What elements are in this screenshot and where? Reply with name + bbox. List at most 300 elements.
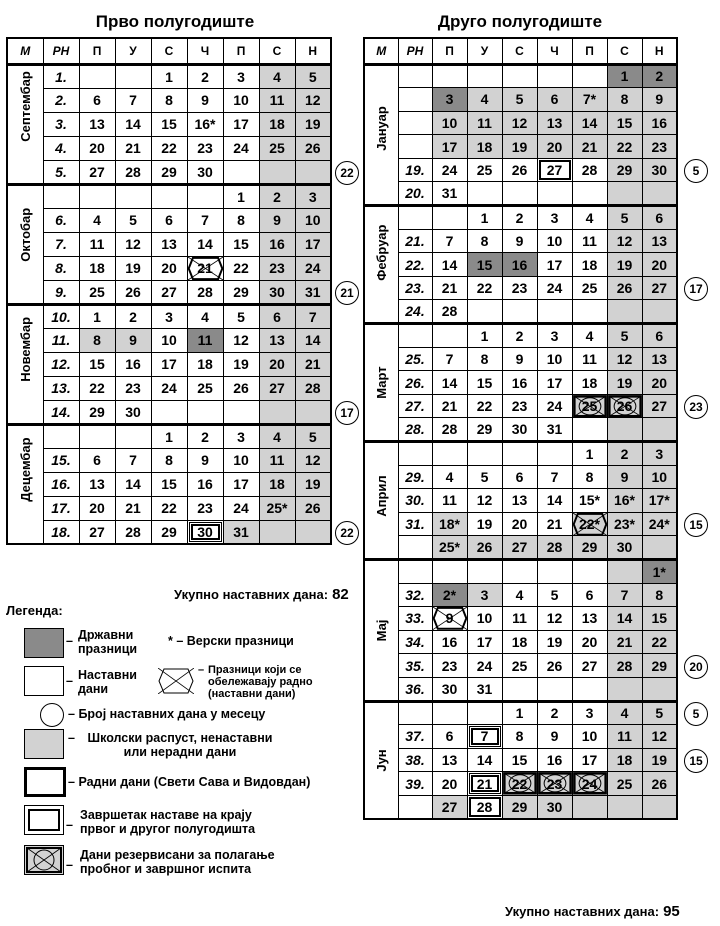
header-day-4: Ч xyxy=(537,38,572,64)
week-row xyxy=(7,112,331,136)
week-number: 7. xyxy=(43,232,79,256)
month-label: Септембар xyxy=(7,64,43,184)
month-label: Фебруар xyxy=(364,206,398,324)
day-cell: 7 xyxy=(115,88,151,112)
day-cell: 9 xyxy=(502,347,537,371)
week-number: 33. xyxy=(398,607,432,631)
day-cell: 19 xyxy=(115,256,151,280)
legend-working-day-swatch xyxy=(24,767,66,797)
day-cell: 7 xyxy=(537,465,572,489)
day-cell: 26 xyxy=(223,376,259,400)
day-cell: 5 xyxy=(223,304,259,328)
day-cell: 2 xyxy=(607,442,642,466)
day-cell xyxy=(467,701,502,725)
day-cell: 17 xyxy=(537,253,572,277)
day-cell xyxy=(537,182,572,206)
week-row xyxy=(7,352,331,376)
day-cell: 14 xyxy=(295,328,331,352)
day-cell: 27 xyxy=(642,394,677,418)
day-cell: 28 xyxy=(115,160,151,184)
week-row xyxy=(364,701,677,725)
week-row xyxy=(7,208,331,232)
day-cell: 31 xyxy=(223,520,259,544)
day-cell: 12 xyxy=(295,88,331,112)
first-term-calendar xyxy=(6,37,332,545)
day-cell: 24 xyxy=(537,276,572,300)
day-cell: 6 xyxy=(642,324,677,348)
day-cell: 28 xyxy=(115,520,151,544)
week-number: 6. xyxy=(43,208,79,232)
day-cell: 21 xyxy=(432,394,467,418)
day-cell: 13 xyxy=(151,232,187,256)
week-number: 30. xyxy=(398,489,432,513)
day-cell: 27 xyxy=(151,280,187,304)
day-cell: 22 xyxy=(151,496,187,520)
day-cell: 24 xyxy=(572,772,607,796)
week-row xyxy=(7,64,331,88)
week-row xyxy=(364,795,677,819)
day-cell xyxy=(607,795,642,819)
week-row xyxy=(364,324,677,348)
day-cell: 2 xyxy=(502,206,537,230)
week-number: 3. xyxy=(43,112,79,136)
day-cell: 5 xyxy=(502,88,537,112)
day-cell: 18 xyxy=(467,135,502,159)
day-cell: 26 xyxy=(467,536,502,560)
month-day-count: 21 xyxy=(335,281,359,305)
day-cell: 28 xyxy=(467,795,502,819)
month-day-count: 15 xyxy=(684,513,708,537)
day-cell: 6 xyxy=(79,448,115,472)
day-cell: 17 xyxy=(151,352,187,376)
day-cell: 13 xyxy=(502,489,537,513)
day-cell: 15 xyxy=(607,111,642,135)
day-cell: 17 xyxy=(467,630,502,654)
day-cell: 3 xyxy=(467,583,502,607)
month-day-count: 5 xyxy=(684,702,708,726)
day-cell: 3 xyxy=(537,206,572,230)
week-number: 20. xyxy=(398,182,432,206)
day-cell: 5 xyxy=(607,324,642,348)
day-cell: 4 xyxy=(259,424,295,448)
day-cell: 23 xyxy=(502,276,537,300)
day-cell: 2 xyxy=(187,64,223,88)
day-cell xyxy=(607,182,642,206)
day-cell xyxy=(642,300,677,324)
day-cell: 22 xyxy=(79,376,115,400)
day-cell: 11 xyxy=(572,229,607,253)
day-cell: 21 xyxy=(115,136,151,160)
week-row xyxy=(7,160,331,184)
month-label: Април xyxy=(364,442,398,560)
day-cell: 13 xyxy=(259,328,295,352)
day-cell: 25* xyxy=(432,536,467,560)
day-cell: 9 xyxy=(502,229,537,253)
day-cell: 13 xyxy=(572,607,607,631)
day-cell: 4 xyxy=(572,324,607,348)
day-cell: 4 xyxy=(502,583,537,607)
week-row xyxy=(364,229,677,253)
day-cell xyxy=(572,795,607,819)
day-cell: 18 xyxy=(259,112,295,136)
day-cell xyxy=(115,184,151,208)
day-cell: 15 xyxy=(79,352,115,376)
day-cell: 18 xyxy=(79,256,115,280)
day-cell: 11 xyxy=(79,232,115,256)
day-cell: 9 xyxy=(115,328,151,352)
day-cell xyxy=(642,677,677,701)
day-cell: 10 xyxy=(537,229,572,253)
day-cell: 26 xyxy=(295,496,331,520)
day-cell: 3 xyxy=(642,442,677,466)
day-cell xyxy=(537,442,572,466)
header-day-1: П xyxy=(79,38,115,64)
day-cell: 22 xyxy=(223,256,259,280)
day-cell: 26 xyxy=(502,158,537,182)
day-cell: 29 xyxy=(572,536,607,560)
day-cell: 4 xyxy=(572,206,607,230)
week-number xyxy=(398,206,432,230)
day-cell: 29 xyxy=(151,160,187,184)
second-term-calendar xyxy=(363,37,678,820)
header-day-2: У xyxy=(115,38,151,64)
day-cell: 28 xyxy=(432,300,467,324)
day-cell xyxy=(607,418,642,442)
day-cell: 23 xyxy=(537,772,572,796)
day-cell: 11 xyxy=(259,88,295,112)
day-cell: 11 xyxy=(259,448,295,472)
week-number xyxy=(43,184,79,208)
day-cell: 28 xyxy=(607,654,642,678)
day-cell: 20 xyxy=(502,512,537,536)
day-cell: 13 xyxy=(537,111,572,135)
week-number: 18. xyxy=(43,520,79,544)
week-number: 14. xyxy=(43,400,79,424)
day-cell: 23 xyxy=(187,496,223,520)
day-cell: 8 xyxy=(607,88,642,112)
day-cell: 1 xyxy=(151,424,187,448)
legend-working-days: – Радни дани (Свети Сава и Видовдан) xyxy=(68,775,311,789)
day-cell: 12 xyxy=(502,111,537,135)
day-cell: 17 xyxy=(537,371,572,395)
day-cell: 30 xyxy=(187,160,223,184)
week-number: 36. xyxy=(398,677,432,701)
day-cell: 7 xyxy=(607,583,642,607)
day-cell: 3 xyxy=(295,184,331,208)
week-row xyxy=(7,376,331,400)
day-cell xyxy=(79,424,115,448)
day-cell xyxy=(295,160,331,184)
month-label: Мај xyxy=(364,559,398,701)
week-number xyxy=(398,442,432,466)
day-cell xyxy=(607,300,642,324)
month-day-count: 15 xyxy=(684,749,708,773)
day-cell: 19 xyxy=(295,472,331,496)
day-cell: 12 xyxy=(537,607,572,631)
day-cell: 21 xyxy=(187,256,223,280)
day-cell: 6 xyxy=(572,583,607,607)
day-cell: 30 xyxy=(642,158,677,182)
day-cell: 15 xyxy=(642,607,677,631)
day-cell: 31 xyxy=(295,280,331,304)
day-cell: 4 xyxy=(259,64,295,88)
day-cell: 19 xyxy=(502,135,537,159)
week-number: 11. xyxy=(43,328,79,352)
day-cell: 28 xyxy=(537,536,572,560)
header-day-3: С xyxy=(502,38,537,64)
day-cell: 8 xyxy=(642,583,677,607)
day-cell: 6 xyxy=(151,208,187,232)
day-cell: 1 xyxy=(607,64,642,88)
day-cell xyxy=(432,324,467,348)
day-cell: 27 xyxy=(79,160,115,184)
day-cell: 19 xyxy=(467,512,502,536)
day-cell xyxy=(537,559,572,583)
day-cell: 20 xyxy=(259,352,295,376)
first-term-title: Прво полугодиште xyxy=(95,12,255,31)
week-row xyxy=(364,135,677,159)
day-cell: 27 xyxy=(537,158,572,182)
day-cell: 2* xyxy=(432,583,467,607)
day-cell: 23 xyxy=(115,376,151,400)
day-cell: 8 xyxy=(502,725,537,749)
week-row xyxy=(7,280,331,304)
day-cell: 29 xyxy=(223,280,259,304)
week-number xyxy=(398,88,432,112)
day-cell: 31 xyxy=(467,677,502,701)
day-cell: 22 xyxy=(467,394,502,418)
day-cell: 18 xyxy=(607,748,642,772)
week-number: 23. xyxy=(398,276,432,300)
header-day-2: У xyxy=(467,38,502,64)
day-cell: 7 xyxy=(187,208,223,232)
day-cell: 23 xyxy=(259,256,295,280)
week-number: 12. xyxy=(43,352,79,376)
day-cell: 30 xyxy=(115,400,151,424)
week-number: 28. xyxy=(398,418,432,442)
week-row xyxy=(364,182,677,206)
day-cell: 16 xyxy=(502,371,537,395)
day-cell: 10 xyxy=(572,725,607,749)
day-cell: 6 xyxy=(502,465,537,489)
week-row xyxy=(7,448,331,472)
day-cell xyxy=(607,677,642,701)
day-cell xyxy=(79,184,115,208)
legend-title: Легенда: xyxy=(6,603,63,618)
week-row xyxy=(364,559,677,583)
week-row xyxy=(7,304,331,328)
first-term-total xyxy=(174,586,349,603)
day-cell: 1 xyxy=(151,64,187,88)
week-number xyxy=(398,64,432,88)
day-cell: 23 xyxy=(502,394,537,418)
day-cell xyxy=(259,520,295,544)
month-label: Октобар xyxy=(7,184,43,304)
day-cell xyxy=(572,677,607,701)
day-cell xyxy=(537,64,572,88)
day-cell: 25 xyxy=(467,158,502,182)
day-cell: 14 xyxy=(537,489,572,513)
day-cell xyxy=(432,64,467,88)
day-cell: 2 xyxy=(502,324,537,348)
day-cell: 6 xyxy=(537,88,572,112)
day-cell: 14 xyxy=(607,607,642,631)
day-cell: 16 xyxy=(187,472,223,496)
month-day-count: 20 xyxy=(684,655,708,679)
day-cell: 27 xyxy=(432,795,467,819)
month-label: Јун xyxy=(364,701,398,819)
day-cell: 15 xyxy=(467,253,502,277)
day-cell: 21 xyxy=(607,630,642,654)
day-cell xyxy=(432,442,467,466)
day-cell: 11 xyxy=(432,489,467,513)
day-cell: 26 xyxy=(115,280,151,304)
day-cell xyxy=(467,442,502,466)
legend-teaching-day-swatch xyxy=(24,666,64,696)
day-cell: 2 xyxy=(187,424,223,448)
day-cell: 3 xyxy=(223,424,259,448)
week-row xyxy=(364,442,677,466)
day-cell: 23 xyxy=(187,136,223,160)
legend-marked-holiday-icon xyxy=(158,668,194,694)
day-cell xyxy=(467,182,502,206)
day-cell: 22 xyxy=(607,135,642,159)
day-cell: 26 xyxy=(607,394,642,418)
second-term-title: Друго полугодиште xyxy=(437,12,603,31)
day-cell: 6 xyxy=(79,88,115,112)
week-row xyxy=(364,725,677,749)
day-cell xyxy=(642,182,677,206)
day-cell: 10 xyxy=(537,347,572,371)
day-cell: 20 xyxy=(572,630,607,654)
day-cell: 7* xyxy=(572,88,607,112)
day-cell: 28 xyxy=(295,376,331,400)
day-cell: 13 xyxy=(79,112,115,136)
week-row xyxy=(364,347,677,371)
day-cell xyxy=(572,64,607,88)
week-number: 27. xyxy=(398,394,432,418)
day-cell: 22 xyxy=(642,630,677,654)
header-day-4: Ч xyxy=(187,38,223,64)
day-cell: 20 xyxy=(432,772,467,796)
week-number: 21. xyxy=(398,229,432,253)
day-cell: 7 xyxy=(432,229,467,253)
day-cell: 4 xyxy=(79,208,115,232)
day-cell: 30 xyxy=(432,677,467,701)
week-row xyxy=(364,371,677,395)
week-row xyxy=(364,489,677,513)
day-cell xyxy=(502,442,537,466)
week-row xyxy=(364,512,677,536)
day-cell: 1 xyxy=(467,206,502,230)
week-number xyxy=(398,536,432,560)
day-cell: 17 xyxy=(295,232,331,256)
day-cell: 11 xyxy=(467,111,502,135)
day-cell xyxy=(432,701,467,725)
day-cell: 23 xyxy=(432,654,467,678)
day-cell: 9 xyxy=(607,465,642,489)
week-row xyxy=(7,472,331,496)
month-day-count: 17 xyxy=(335,401,359,425)
week-row xyxy=(364,64,677,88)
day-cell: 18 xyxy=(187,352,223,376)
day-cell: 16 xyxy=(115,352,151,376)
day-cell xyxy=(259,400,295,424)
week-number: 37. xyxy=(398,725,432,749)
week-row xyxy=(7,496,331,520)
week-row xyxy=(364,654,677,678)
day-cell: 13 xyxy=(642,347,677,371)
day-cell: 8 xyxy=(467,229,502,253)
day-cell: 16 xyxy=(432,630,467,654)
day-cell: 14 xyxy=(187,232,223,256)
day-cell: 2 xyxy=(642,64,677,88)
week-number: 22. xyxy=(398,253,432,277)
second-term-total-value: 95 xyxy=(663,903,680,920)
day-cell: 26 xyxy=(642,772,677,796)
day-cell: 20 xyxy=(642,253,677,277)
day-cell: 24 xyxy=(537,394,572,418)
week-number: 2. xyxy=(43,88,79,112)
day-cell: 8 xyxy=(572,465,607,489)
day-cell: 19 xyxy=(607,253,642,277)
day-cell xyxy=(467,64,502,88)
day-cell xyxy=(223,160,259,184)
header-day-5: П xyxy=(223,38,259,64)
day-cell: 16 xyxy=(502,253,537,277)
day-cell: 3 xyxy=(151,304,187,328)
week-number: 32. xyxy=(398,583,432,607)
day-cell: 25* xyxy=(259,496,295,520)
day-cell xyxy=(537,677,572,701)
week-row xyxy=(364,748,677,772)
week-number: 10. xyxy=(43,304,79,328)
day-cell: 5 xyxy=(467,465,502,489)
day-cell: 16* xyxy=(607,489,642,513)
week-number: 38. xyxy=(398,748,432,772)
day-cell: 12 xyxy=(223,328,259,352)
day-cell: 4 xyxy=(607,701,642,725)
day-cell: 12 xyxy=(607,229,642,253)
day-cell: 29 xyxy=(79,400,115,424)
day-cell xyxy=(432,559,467,583)
day-cell: 10 xyxy=(223,88,259,112)
day-cell: 30 xyxy=(502,418,537,442)
day-cell: 25 xyxy=(607,772,642,796)
day-cell: 13 xyxy=(79,472,115,496)
day-cell xyxy=(432,206,467,230)
day-cell: 27 xyxy=(502,536,537,560)
day-cell: 9 xyxy=(187,448,223,472)
day-cell: 19 xyxy=(537,630,572,654)
day-cell: 18* xyxy=(432,512,467,536)
day-cell: 12 xyxy=(295,448,331,472)
header-month: М xyxy=(7,38,43,64)
day-cell: 22 xyxy=(467,276,502,300)
day-cell: 29 xyxy=(502,795,537,819)
header-day-3: С xyxy=(151,38,187,64)
day-cell: 25 xyxy=(572,394,607,418)
week-row xyxy=(364,88,677,112)
week-number xyxy=(398,324,432,348)
month-label: Јануар xyxy=(364,64,398,206)
day-cell: 20 xyxy=(642,371,677,395)
week-number xyxy=(398,795,432,819)
day-cell: 3 xyxy=(537,324,572,348)
day-cell: 1* xyxy=(642,559,677,583)
week-number xyxy=(43,424,79,448)
day-cell xyxy=(467,559,502,583)
